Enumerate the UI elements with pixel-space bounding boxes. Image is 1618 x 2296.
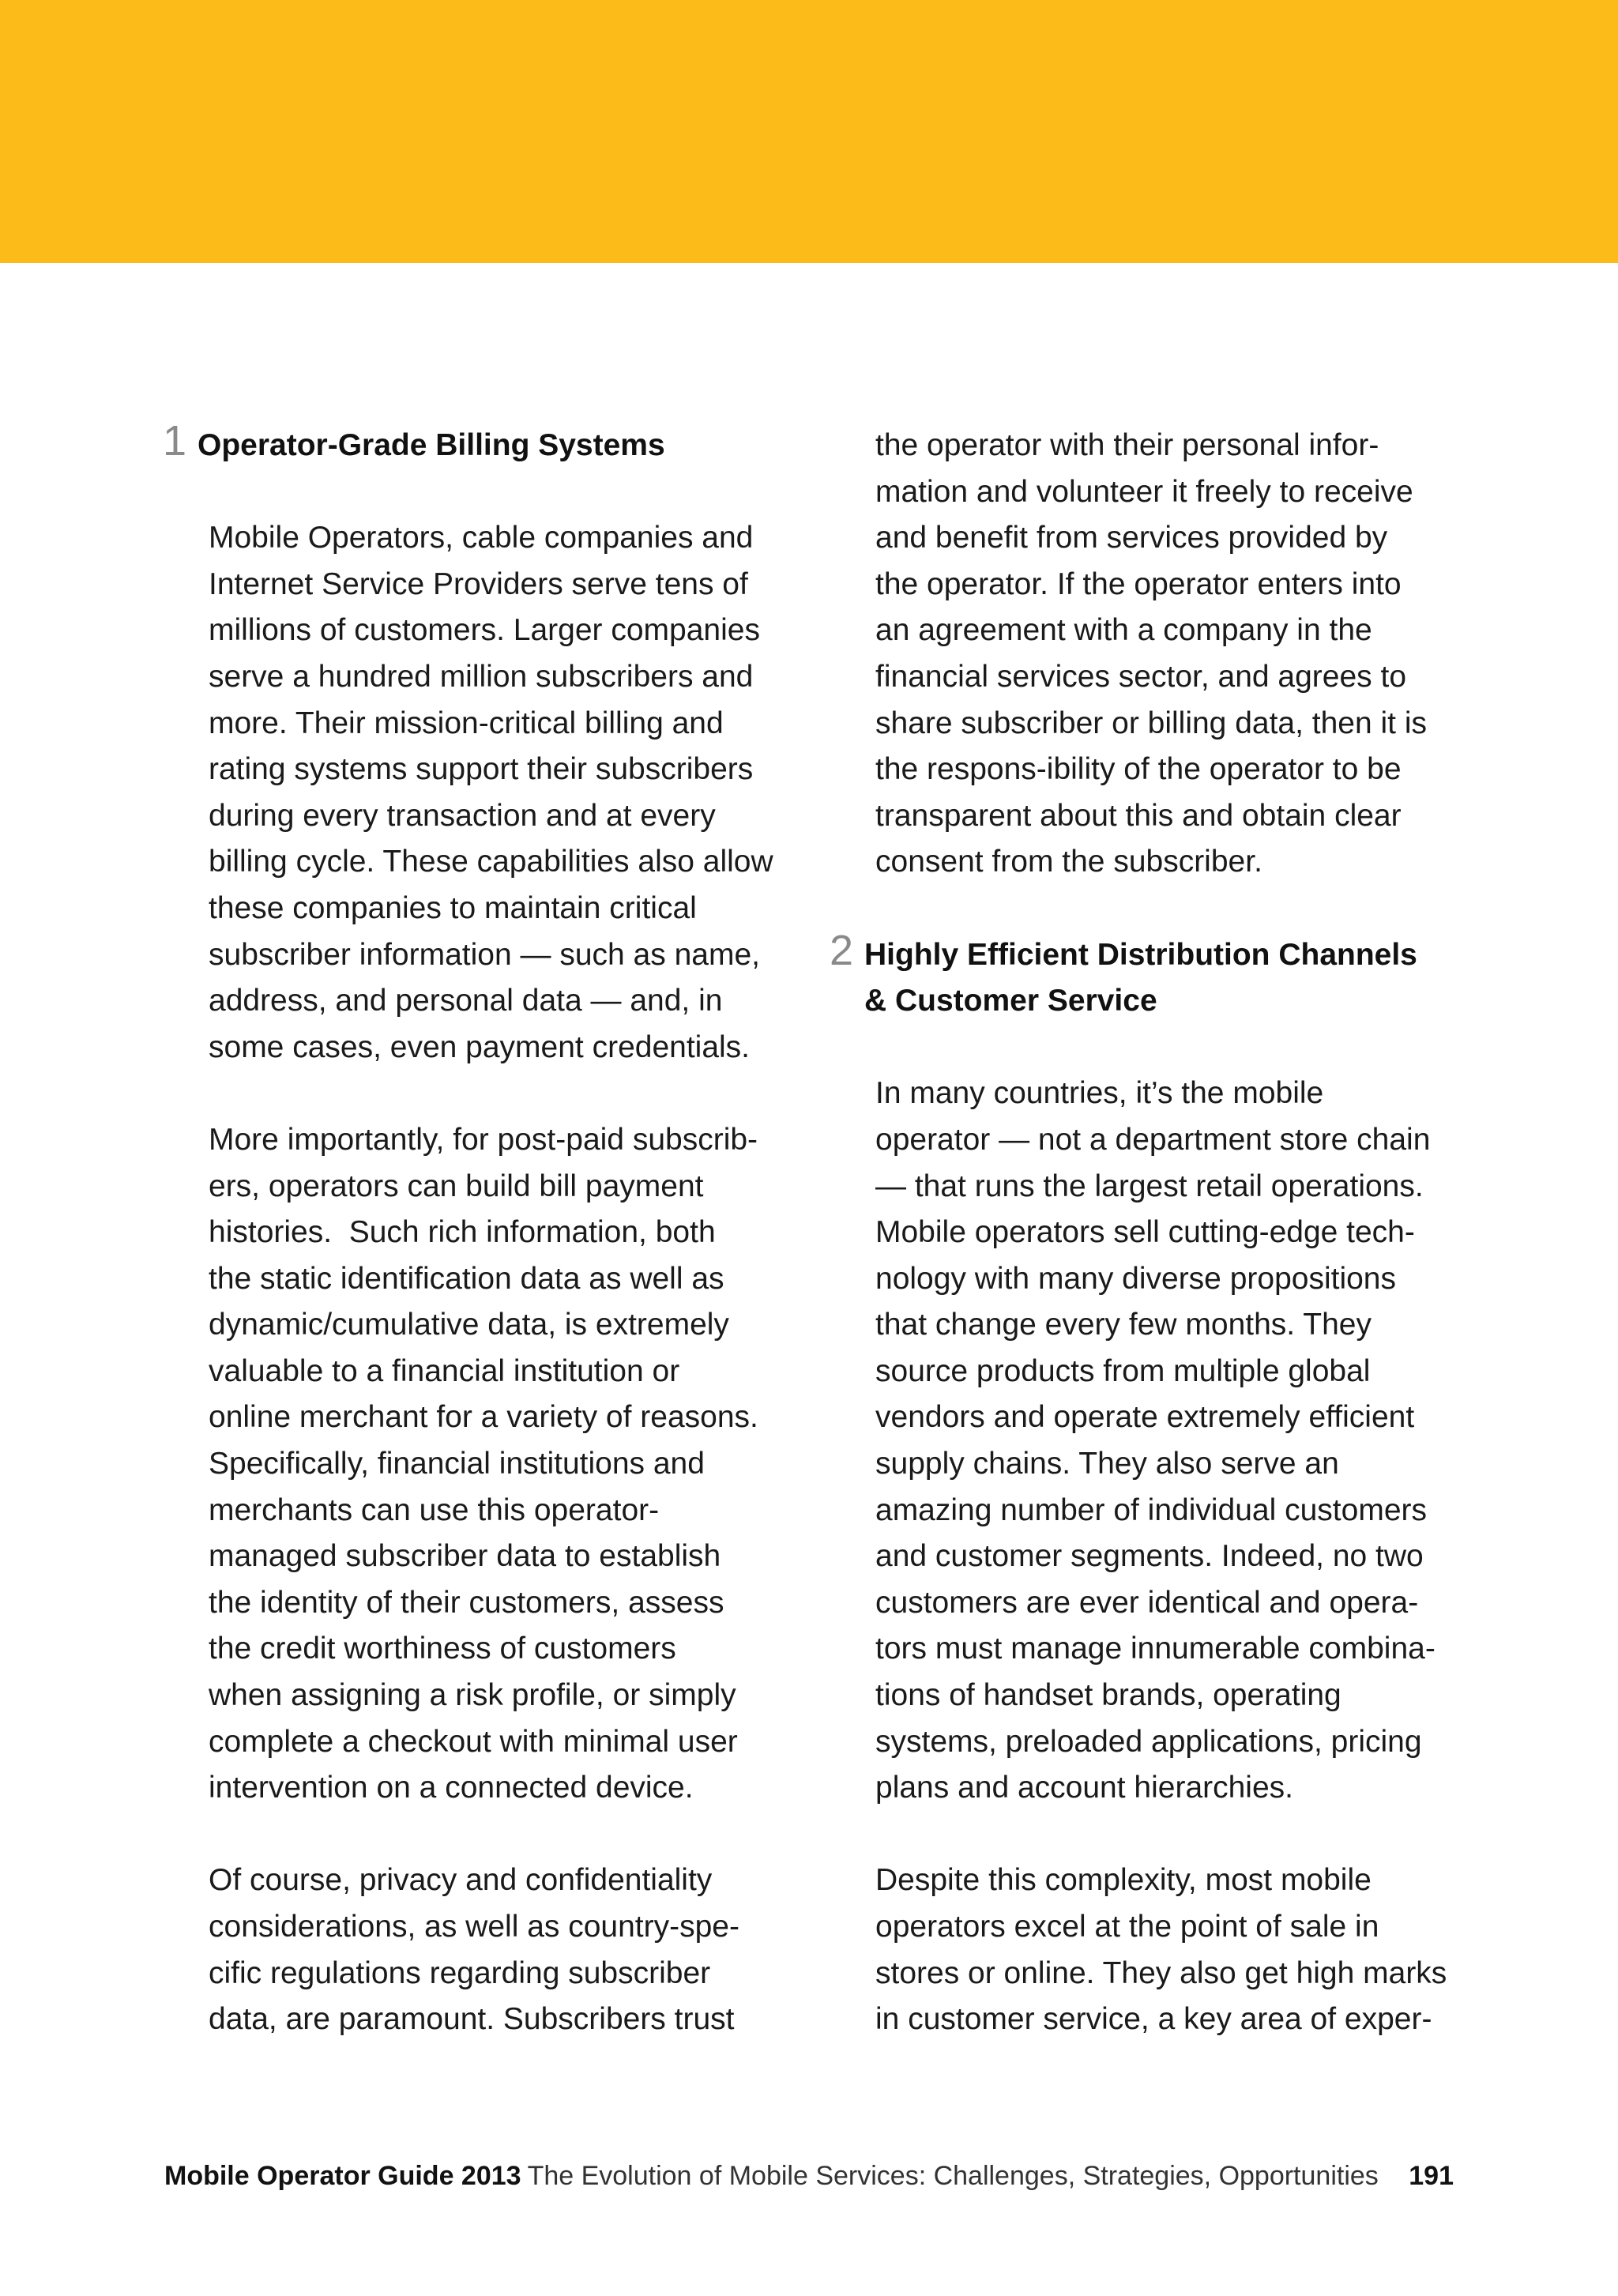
text-line: Mobile Operators, cable companies and [209,521,754,555]
publication-title: Mobile Operator Guide 2013 [164,2161,521,2191]
text-line: these companies to maintain critical [209,890,697,925]
text-line: the operator with their personal infor- [875,428,1379,462]
text-line: billing cycle. These capabilities also allow [209,845,773,879]
text-line: Mobile operators sell cutting-edge tech- [875,1215,1415,1250]
paragraph-privacy-continued [831,423,1463,886]
text-line: rating systems support their subscribers [209,752,754,787]
text-line: the static identification data as well as [209,1261,724,1296]
text-line: valuable to a financial institution or [209,1353,680,1388]
text-line: More importantly, for post-paid subscrib- [209,1122,758,1157]
paragraph-billing-intro [164,515,804,1071]
text-line: millions of customers. Larger companies [209,613,760,648]
text-line: Of course, privacy and confidentiality [209,1863,713,1898]
section-2-number: 2 [830,926,854,974]
text-line: amazing number of individual customers [875,1492,1428,1527]
text-line: nology with many diverse propositions [875,1261,1397,1296]
text-line: dynamic/cumulative data, is extremely [209,1308,729,1342]
text-line: operator — not a department store chain [875,1122,1431,1157]
text-line: the credit worthiness of customers [209,1632,676,1666]
right-column [831,423,1463,2043]
section-1-title: Operator-Grade Billing Systems [198,428,665,462]
spacer [831,1025,1463,1071]
text-line: customers are ever identical and opera- [875,1585,1419,1620]
spacer [164,469,804,516]
text-line: — that runs the largest retail operations. [875,1169,1424,1203]
page-number: 191 [1409,2161,1454,2191]
text-line: online merchant for a variety of reasons. [209,1400,758,1435]
text-line: subscriber information — such as name, [209,937,760,972]
spacer [164,1812,804,1858]
text-line: the identity of their customers, assess [209,1585,724,1620]
section-2-title-line-1: Highly Efficient Distribution Channels [864,937,1417,972]
text-line: plans and account hierarchies. [875,1771,1293,1805]
text-line: the operator. If the operator enters into [875,566,1402,601]
top-color-banner [0,0,1618,263]
text-line: and customer segments. Indeed, no two [875,1539,1424,1574]
text-line: stores or online. They also get high marks [875,1955,1447,1990]
text-line: address, and personal data — and, in [209,984,723,1018]
text-line: source products from multiple global [875,1353,1371,1388]
text-line: intervention on a connected device. [209,1771,694,1805]
text-line: complete a checkout with minimal user [209,1724,738,1759]
section-1-heading [163,417,804,469]
text-line: In many countries, it’s the mobile [875,1076,1324,1111]
text-line: Despite this complexity, most mobile [875,1863,1372,1898]
text-line: systems, preloaded applications, pricing [875,1724,1422,1759]
text-line: financial services sector, and agrees to [875,659,1407,694]
text-line: considerations, as well as country-spe- [209,1910,739,1944]
text-line: consent from the subscriber. [875,845,1262,879]
text-line: data, are paramount. Subscribers trust [209,2002,735,2037]
text-line: managed subscriber data to establish [209,1539,721,1574]
section-2-heading [830,926,1463,1025]
paragraph-complexity [831,1858,1463,2042]
section-2-title-line-2: & Customer Service [864,984,1157,1018]
paragraph-post-paid [164,1117,804,1812]
text-line: some cases, even payment credentials. [209,1029,751,1064]
text-line: ers, operators can build bill payment [209,1169,704,1203]
text-line: and benefit from services provided by [875,521,1388,555]
text-line: share subscriber or billing data, then it is [875,706,1428,740]
text-line: merchants can use this operator- [209,1492,660,1527]
text-line: an agreement with a company in the [875,613,1372,648]
text-line: histories. Such rich information, both [209,1215,716,1250]
text-line: that change every few months. They [875,1308,1372,1342]
text-line: mation and volunteer it freely to receive [875,474,1413,509]
text-line: Specifically, financial institutions and [209,1447,705,1481]
text-line: when assigning a risk profile, or simply [209,1678,736,1713]
text-line: Internet Service Providers serve tens of [209,566,748,601]
text-line: serve a hundred million subscribers and [209,659,754,694]
text-line: cific regulations regarding subscriber [209,1955,711,1990]
section-1-number: 1 [163,417,187,465]
spacer [164,1071,804,1117]
text-line: vendors and operate extremely efficient [875,1400,1415,1435]
text-line: tors must manage innumerable combina- [875,1632,1436,1666]
spacer [831,1812,1463,1858]
page-footer [164,2157,1454,2195]
spacer [831,886,1463,932]
text-line: the respons-ibility of the operator to be [875,752,1402,787]
publication-subtitle: The Evolution of Mobile Services: Challenges, Strategies, Opportunities [527,2161,1379,2191]
text-line: tions of handset brands, operating [875,1678,1341,1713]
text-line: operators excel at the point of sale in [875,1910,1379,1944]
text-line: during every transaction and at every [209,798,716,833]
paragraph-distribution [831,1071,1463,1812]
text-line: more. Their mission-critical billing and [209,706,724,740]
text-line: in customer service, a key area of exper- [875,2002,1432,2037]
paragraph-privacy [164,1858,804,2042]
text-line: supply chains. They also serve an [875,1447,1339,1481]
text-line: transparent about this and obtain clear [875,798,1402,833]
left-column [163,417,804,2043]
